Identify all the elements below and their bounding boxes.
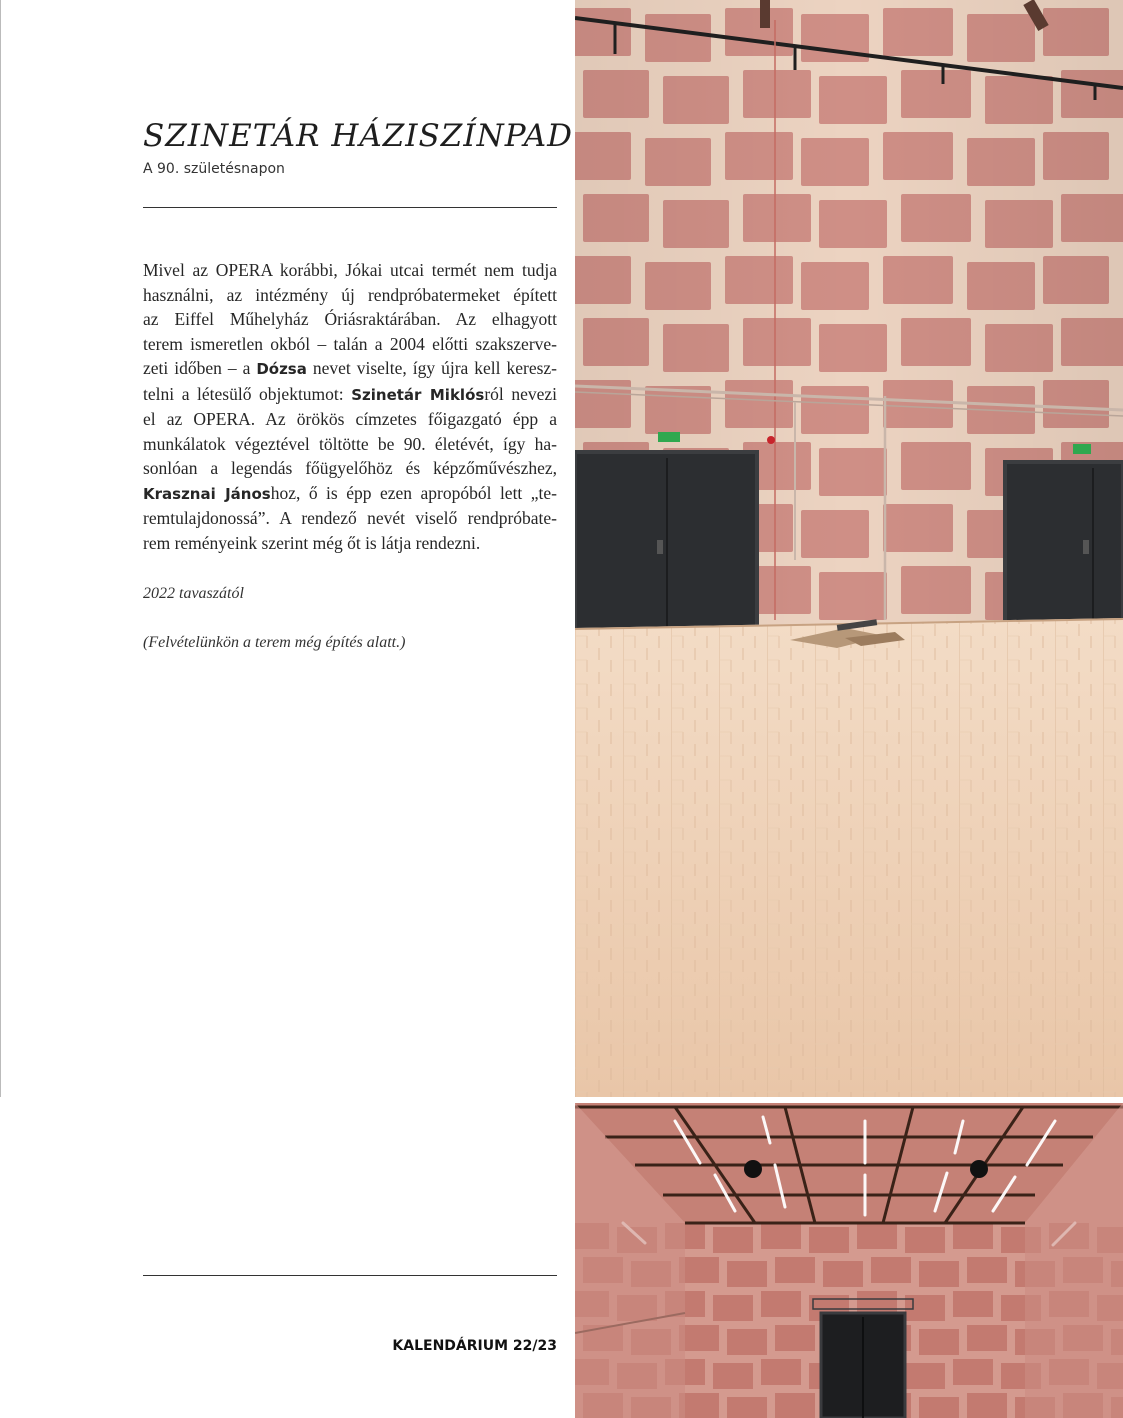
footer-divider	[143, 1275, 557, 1276]
body-text-run: hoz, ő is épp ezen apropóból lett „te-	[270, 482, 557, 503]
body-line: remtulajdonossá”. A rendező nevét viselő rendpróbate-	[143, 508, 557, 528]
article-title: SZINETÁR HÁZISZÍNPAD	[143, 118, 573, 154]
article-body	[143, 258, 557, 555]
body-line: rem reményeink szerint még őt is látja rendezni.	[143, 532, 481, 553]
title-divider	[143, 207, 557, 208]
body-line: Mivel az OPERA korábbi, Jókai utcai termét nem tudja	[143, 260, 557, 280]
name-krasznai-janos: Krasznai János	[143, 484, 271, 503]
body-line	[143, 382, 557, 408]
page-edge-line	[0, 0, 1, 1097]
body-text-run: nevet viselte, így újra kell keresz-	[306, 358, 557, 378]
article-subtitle: A 90. születésnapon	[143, 161, 285, 177]
rehearsal-hall-photo	[575, 0, 1123, 1097]
body-line: az Eiffel Műhelyház Óriásraktárában. Az elhagyott	[143, 309, 557, 329]
photo-caption: (Felvételünkön a terem még építés alatt.)	[143, 634, 406, 651]
body-text-run: ról nevezi	[484, 383, 558, 404]
body-text-run: telni a létesülő objektumot:	[143, 383, 352, 404]
name-szinetar-miklos: Szinetár Miklós	[351, 385, 485, 404]
body-line: sonlóan a legendás főügyelőhöz és képzőművészhez,	[143, 458, 557, 478]
body-line: terem ismeretlen okból – talán a 2004 előtti szakszerve-	[143, 333, 557, 354]
body-line	[143, 481, 557, 507]
publication-footer: KALENDÁRIUM 22/23	[392, 1338, 557, 1354]
ceiling-lights-photo	[575, 1103, 1123, 1418]
body-line: munkálatok végeztével töltötte be 90. életévét, így ha-	[143, 433, 557, 454]
name-dozsa: Dózsa	[256, 360, 307, 378]
body-line: el az OPERA. Az örökös címzetes főigazgató épp a	[143, 409, 557, 429]
body-line	[143, 356, 557, 382]
date-note: 2022 tavaszától	[143, 585, 244, 602]
body-line: használni, az intézmény új rendpróbatermeket épített	[143, 284, 557, 305]
body-text-run: zeti időben – a	[143, 358, 257, 378]
